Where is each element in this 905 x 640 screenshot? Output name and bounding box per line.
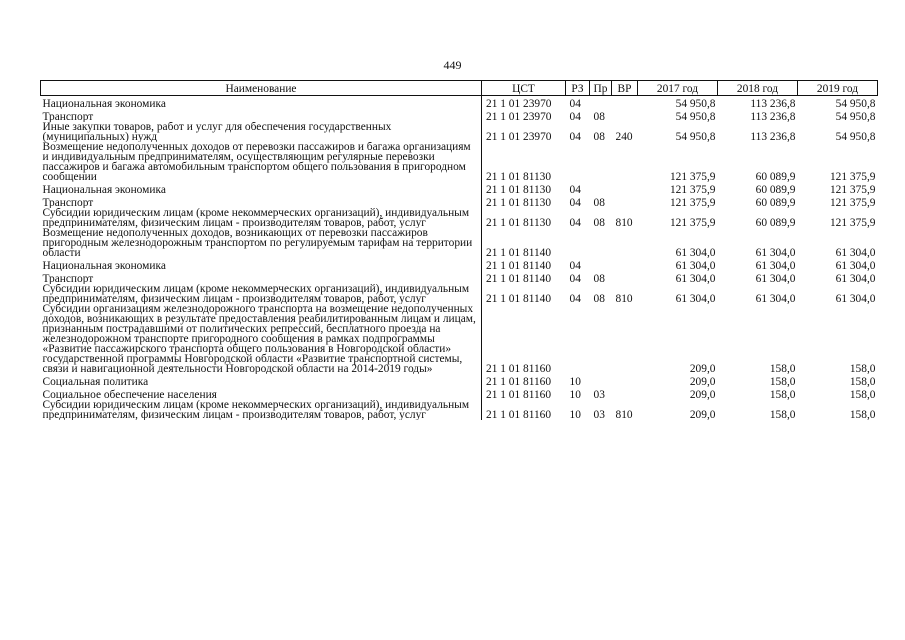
cell-cst: 21 1 01 81130 <box>482 208 566 228</box>
cell-vr <box>612 374 638 387</box>
cell-2017: 209,0 <box>689 409 716 420</box>
budget-table <box>40 80 878 420</box>
cell-2018: 61 304,0 <box>755 247 796 258</box>
header-2017: 2017 год <box>638 81 718 96</box>
cell-vr: 810 <box>615 409 633 420</box>
header-cst: ЦСТ <box>482 81 566 96</box>
cell-vr <box>612 142 638 182</box>
cell-cst: 21 1 01 81160 <box>482 304 566 374</box>
cell-2019: 54 950,8 <box>835 131 876 142</box>
cell-2018: 113 236,8 <box>750 131 796 142</box>
cell-pr <box>590 96 612 110</box>
cell-vr <box>612 271 638 284</box>
cell-2017: 54 950,8 <box>675 111 716 122</box>
cell-2019: 61 304,0 <box>835 273 876 284</box>
cell-2018: 61 304,0 <box>755 293 796 304</box>
cell-name: Возмещение недополученных доходов от перевозки пассажиров и багажа организациям и индивидуальным предпринимателям, осуществляющим регулярные перевозки пассажиров и багажа автомобильным транспортом общего пользования в пригородном сообщении <box>42 142 471 182</box>
cell-2017: 54 950,8 <box>675 131 716 142</box>
cell-2019: 121 375,9 <box>829 184 876 195</box>
table-header <box>41 81 878 96</box>
cell-name: Социальное обеспечение населения <box>42 389 217 400</box>
cell-2018: 60 089,9 <box>755 217 796 228</box>
cell-2019: 158,0 <box>849 363 876 374</box>
cell-name: Возмещение недополученных доходов, возникающих от перевозки пассажиров пригородным железнодорожным транспортом по регулируемым тарифам на территории области <box>42 228 473 258</box>
cell-2017: 209,0 <box>689 363 716 374</box>
cell-pr <box>590 228 612 258</box>
cell-2017: 61 304,0 <box>675 260 716 271</box>
cell-2018: 60 089,9 <box>755 197 796 208</box>
header-rz: РЗ <box>566 81 590 96</box>
cell-vr <box>612 109 638 122</box>
cell-name: Национальная экономика <box>42 184 166 195</box>
cell-vr: 240 <box>615 131 633 142</box>
header-name: Наименование <box>41 81 482 96</box>
table-row <box>41 96 878 110</box>
cell-vr <box>612 304 638 374</box>
cell-rz: 04 <box>569 98 581 109</box>
cell-pr <box>590 142 612 182</box>
page-number: 449 <box>443 58 462 72</box>
cell-pr: 03 <box>593 389 605 400</box>
cell-2019: 61 304,0 <box>835 247 876 258</box>
cell-pr <box>590 182 612 195</box>
cell-rz: 04 <box>569 184 581 195</box>
cell-2017: 121 375,9 <box>669 217 716 228</box>
cell-name: Социальная политика <box>42 376 149 387</box>
cell-vr <box>612 387 638 400</box>
cell-2017: 61 304,0 <box>675 273 716 284</box>
cell-cst: 21 1 01 81140 <box>482 228 566 258</box>
cell-2018: 158,0 <box>769 363 796 374</box>
cell-cst: 21 1 01 81140 <box>482 271 566 284</box>
cell-vr: 810 <box>615 217 633 228</box>
header-2019: 2019 год <box>798 81 878 96</box>
table-row <box>41 109 878 122</box>
cell-pr: 08 <box>593 111 605 122</box>
cell-2017: 61 304,0 <box>675 293 716 304</box>
cell-2018: 60 089,9 <box>755 184 796 195</box>
table-row <box>41 228 878 258</box>
cell-cst: 21 1 01 81140 <box>482 258 566 271</box>
cell-rz: 04 <box>569 197 581 208</box>
cell-2019: 121 375,9 <box>829 197 876 208</box>
cell-2018: 61 304,0 <box>755 273 796 284</box>
cell-name: Транспорт <box>42 273 94 284</box>
table-row <box>41 195 878 208</box>
cell-vr <box>612 258 638 271</box>
cell-pr <box>590 374 612 387</box>
cell-name: Национальная экономика <box>42 98 166 109</box>
cell-2017: 121 375,9 <box>669 184 716 195</box>
cell-2018: 60 089,9 <box>755 171 796 182</box>
cell-2019: 121 375,9 <box>829 171 876 182</box>
cell-2017: 209,0 <box>689 389 716 400</box>
table-row <box>41 182 878 195</box>
cell-vr <box>612 228 638 258</box>
cell-2019: 54 950,8 <box>835 111 876 122</box>
cell-vr: 810 <box>615 293 633 304</box>
table-row <box>41 142 878 182</box>
cell-vr <box>612 195 638 208</box>
cell-name: Национальная экономика <box>42 260 166 271</box>
cell-cst: 21 1 01 81160 <box>482 387 566 400</box>
cell-rz: 04 <box>569 217 581 228</box>
cell-cst: 21 1 01 23970 <box>482 96 566 110</box>
cell-pr: 08 <box>593 197 605 208</box>
cell-cst: 21 1 01 81130 <box>482 142 566 182</box>
cell-name: Субсидии юридическим лицам (кроме некоммерческих организаций), индивидуальным предпринимателям, физическим лицам - производителям товаров, работ, услуг <box>42 284 470 304</box>
table-row <box>41 271 878 284</box>
cell-rz: 04 <box>569 260 581 271</box>
cell-pr: 08 <box>593 273 605 284</box>
table-row <box>41 122 878 142</box>
cell-pr <box>590 304 612 374</box>
cell-rz <box>566 228 590 258</box>
cell-cst: 21 1 01 81140 <box>482 284 566 304</box>
cell-2019: 121 375,9 <box>829 217 876 228</box>
cell-name: Транспорт <box>42 197 94 208</box>
cell-2019: 158,0 <box>849 376 876 387</box>
cell-rz: 04 <box>569 273 581 284</box>
cell-pr: 08 <box>593 217 605 228</box>
table-row <box>41 258 878 271</box>
cell-2018: 158,0 <box>769 409 796 420</box>
cell-rz <box>566 142 590 182</box>
cell-2018: 158,0 <box>769 376 796 387</box>
table-body <box>41 96 878 421</box>
cell-2018: 113 236,8 <box>750 111 796 122</box>
table-row <box>41 374 878 387</box>
cell-name: Субсидии юридическим лицам (кроме некоммерческих организаций), индивидуальным предпринимателям, физическим лицам - производителям товаров, работ, услуг <box>42 208 470 228</box>
header-2018: 2018 год <box>718 81 798 96</box>
cell-name: Иные закупки товаров, работ и услуг для обеспечения государственных (муниципальных) нужд <box>42 122 392 142</box>
cell-pr: 08 <box>593 131 605 142</box>
cell-2017: 121 375,9 <box>669 197 716 208</box>
cell-rz: 04 <box>569 293 581 304</box>
cell-cst: 21 1 01 81160 <box>482 400 566 420</box>
cell-cst: 21 1 01 81160 <box>482 374 566 387</box>
cell-rz: 04 <box>569 111 581 122</box>
cell-name: Субсидии юридическим лицам (кроме некоммерческих организаций), индивидуальным предпринимателям, физическим лицам - производителям товаров, работ, услуг <box>42 400 470 420</box>
cell-2017: 54 950,8 <box>675 98 716 109</box>
header-vr: ВР <box>612 81 638 96</box>
cell-vr <box>612 96 638 110</box>
table-row <box>41 400 878 420</box>
cell-rz: 10 <box>569 376 581 387</box>
table-row <box>41 387 878 400</box>
cell-2018: 61 304,0 <box>755 260 796 271</box>
cell-cst: 21 1 01 81130 <box>482 182 566 195</box>
cell-rz: 04 <box>569 131 581 142</box>
cell-rz: 10 <box>569 409 581 420</box>
cell-name: Субсидии организациям железнодорожного транспорта на возмещение недополученных доходов, возникающих в результате предоставления реабилитированным лицам и лицам, признанным пострадавшими от политических репрессий, бесплатного проезда на железнодорожном транспорте пригородного сообщения в рамках подпрограммы «Развитие пассажирского транспорта общего пользования в Новгородской области» государственной программы Новгородской области «Развитие транспортной системы, связи и навигационной деятельности Новгородской области на 2014-2019 годы» <box>42 304 476 374</box>
cell-2018: 113 236,8 <box>750 98 796 109</box>
cell-2019: 61 304,0 <box>835 293 876 304</box>
cell-pr: 08 <box>593 293 605 304</box>
cell-cst: 21 1 01 23970 <box>482 109 566 122</box>
cell-2017: 61 304,0 <box>675 247 716 258</box>
cell-2017: 121 375,9 <box>669 171 716 182</box>
cell-cst: 21 1 01 23970 <box>482 122 566 142</box>
table-row <box>41 284 878 304</box>
cell-2017: 209,0 <box>689 376 716 387</box>
table-row <box>41 304 878 374</box>
cell-rz: 10 <box>569 389 581 400</box>
cell-rz <box>566 304 590 374</box>
cell-2019: 54 950,8 <box>835 98 876 109</box>
cell-2018: 158,0 <box>769 389 796 400</box>
header-pr: Пр <box>590 81 612 96</box>
cell-cst: 21 1 01 81130 <box>482 195 566 208</box>
cell-2019: 158,0 <box>849 389 876 400</box>
cell-pr: 03 <box>593 409 605 420</box>
cell-vr <box>612 182 638 195</box>
cell-2019: 158,0 <box>849 409 876 420</box>
cell-2019: 61 304,0 <box>835 260 876 271</box>
cell-pr <box>590 258 612 271</box>
table-row <box>41 208 878 228</box>
cell-name: Транспорт <box>42 111 94 122</box>
